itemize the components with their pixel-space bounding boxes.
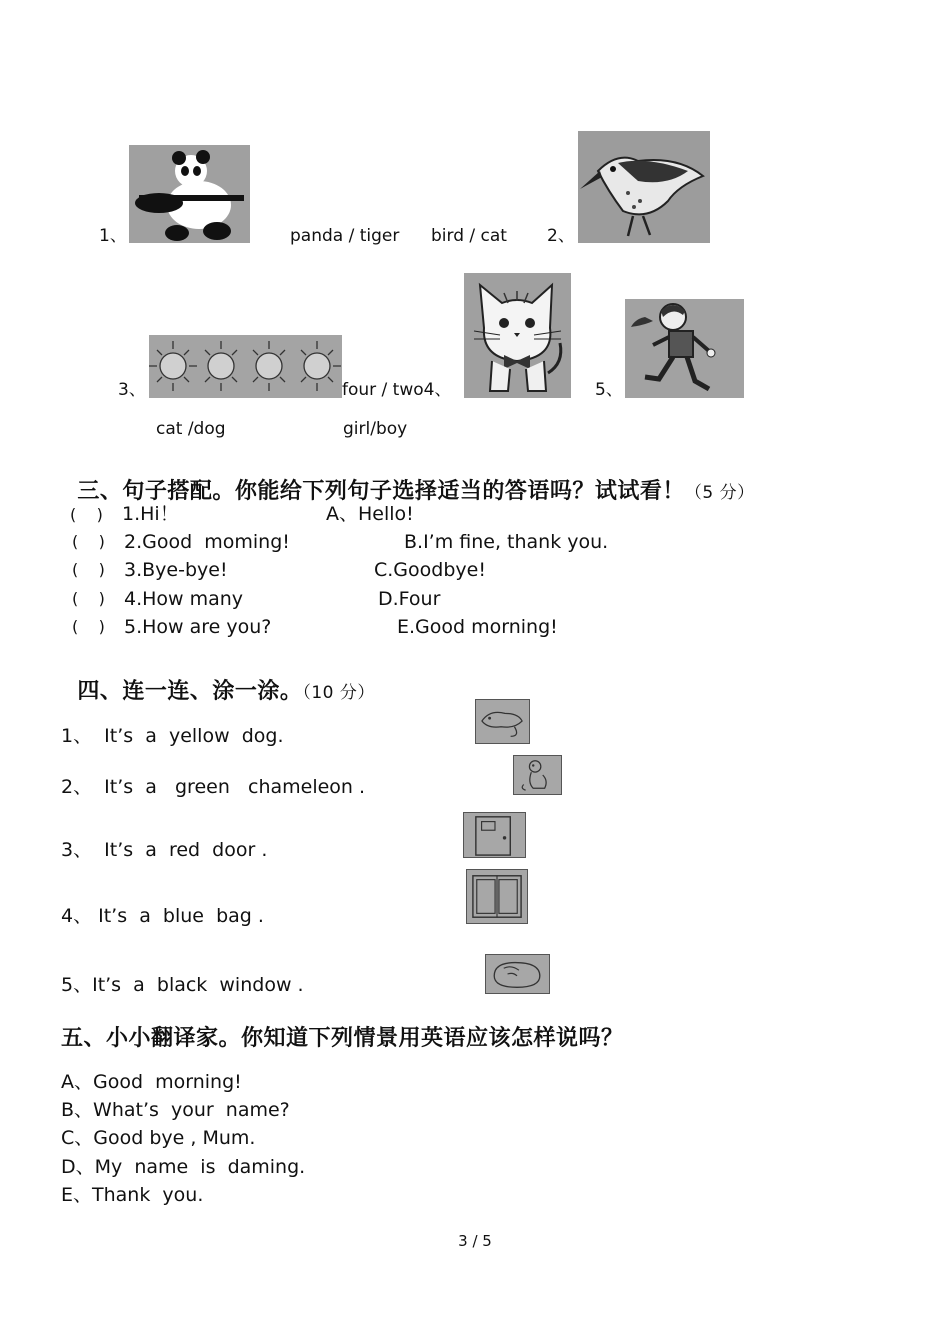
item-number: 2、 — [547, 226, 575, 246]
match-sentence: 4、 It’s a blue bag . — [61, 905, 264, 927]
item-number: 5、 — [595, 380, 623, 400]
cat-icon — [464, 273, 571, 398]
answer-text: C.Goodbye! — [374, 559, 486, 581]
match-sentence: 2、 It’s a green chameleon . — [61, 776, 366, 798]
item-number: 1、 — [99, 226, 127, 246]
answer-paren[interactable]: ( ) — [72, 617, 105, 636]
situation-item: B、What’s your name? — [61, 1099, 290, 1121]
match-sentence: 5、It’s a black window . — [61, 974, 304, 996]
panda-icon — [129, 145, 250, 243]
item-number: 3、 — [118, 380, 146, 400]
answer-paren[interactable]: ( ) — [70, 505, 103, 524]
question-text: 5.How are you? — [124, 616, 272, 638]
bird-cat-options: bird / cat — [431, 226, 507, 246]
question-text: 2.Good moming! — [124, 531, 290, 553]
section4-heading: 四、连一连、涂一涂。 — [77, 679, 303, 704]
chameleon-icon[interactable] — [475, 699, 530, 744]
section4-points: （10 分） — [302, 683, 375, 703]
situation-item: D、My name is daming. — [61, 1156, 306, 1178]
girl-boy-options: girl/boy — [343, 419, 408, 439]
section3-title — [61, 459, 755, 503]
section4-title — [61, 659, 375, 703]
answer-text: E.Good morning! — [397, 616, 558, 638]
cat-dog-options: cat /dog — [156, 419, 226, 439]
panda-tiger-options: panda / tiger — [290, 226, 400, 246]
match-sentence: 3、 It’s a red door . — [61, 839, 268, 861]
question-text: 4.How many — [124, 588, 244, 610]
four-two-options: four / two4、 — [342, 380, 452, 400]
answer-paren[interactable]: ( ) — [72, 560, 105, 579]
answer-paren[interactable]: ( ) — [72, 532, 105, 551]
answer-text: A、Hello! — [326, 503, 414, 525]
dog-icon[interactable] — [513, 755, 562, 795]
window-icon[interactable] — [466, 869, 528, 924]
page-number: 3 / 5 — [458, 1232, 492, 1250]
answer-text: B.I’m fine, thank you. — [404, 531, 609, 553]
question-text: 1.Hi！ — [122, 503, 179, 525]
question-text: 3.Bye-bye! — [124, 559, 228, 581]
section3-points: （5 分） — [684, 483, 755, 503]
match-sentence: 1、 It’s a yellow dog. — [61, 725, 284, 747]
door-icon[interactable] — [463, 812, 526, 858]
situation-item: A、Good morning! — [61, 1071, 242, 1093]
answer-text: D.Four — [378, 588, 441, 610]
section3-heading: 三、句子搭配。你能给下列句子选择适当的答语吗？试试看！ — [77, 479, 685, 504]
bag-icon[interactable] — [485, 954, 550, 994]
situation-item: C、Good bye , Mum. — [61, 1127, 256, 1149]
suns-icon — [149, 335, 342, 398]
section5-title: 五、小小翻译家。你知道下列情景用英语应该怎样说吗？ — [61, 1026, 624, 1051]
answer-paren[interactable]: ( ) — [72, 589, 105, 608]
situation-item: E、Thank you. — [61, 1184, 204, 1206]
running-girl-icon — [625, 299, 744, 398]
bird-icon — [578, 131, 710, 243]
